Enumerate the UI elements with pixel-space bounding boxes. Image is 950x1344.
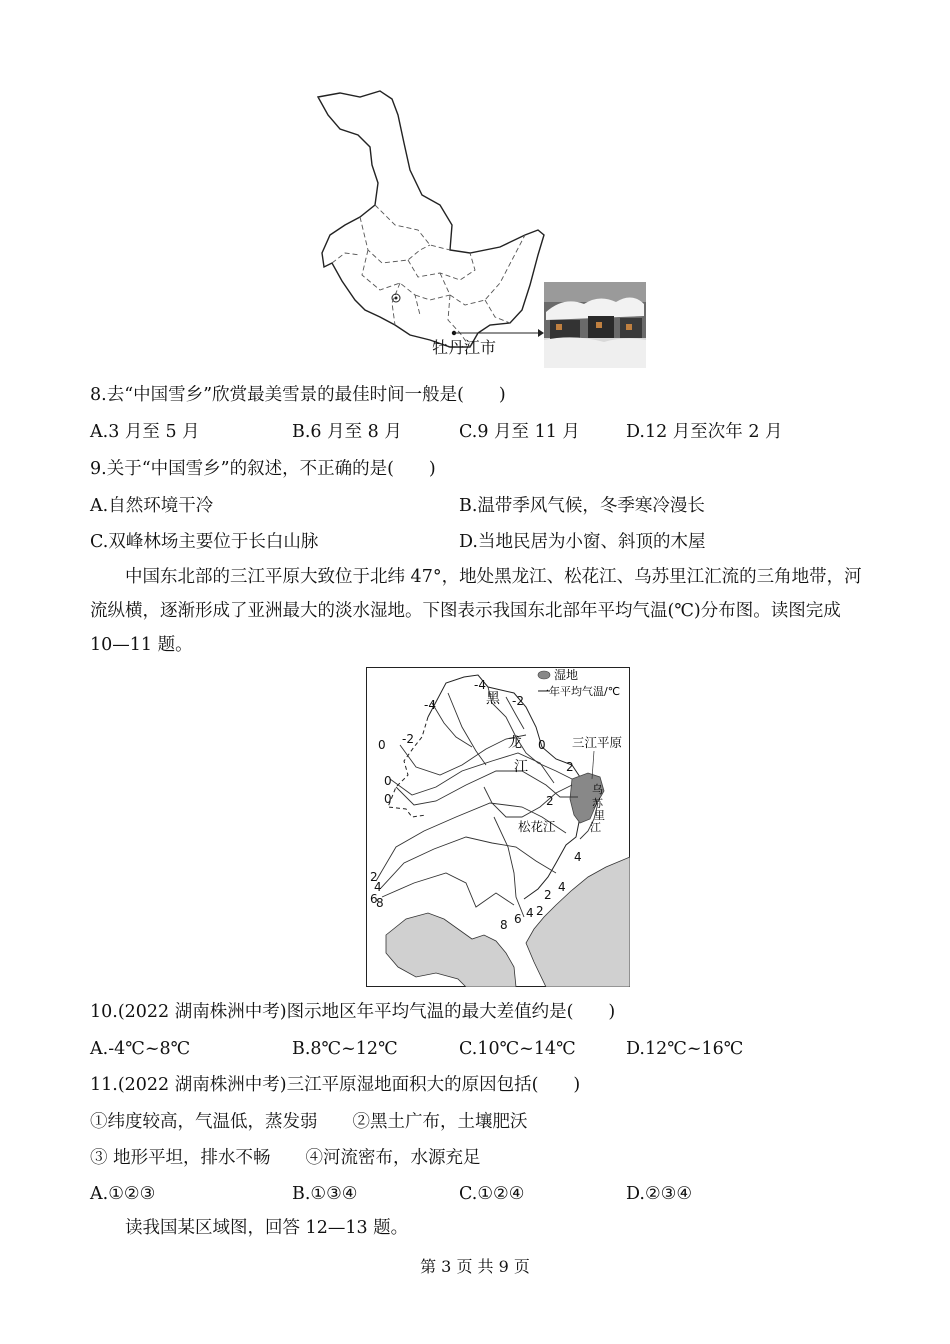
iso-label: 4: [574, 850, 582, 864]
label-long: 龙: [508, 735, 522, 751]
q10-option-d[interactable]: D.12℃~16℃: [626, 1039, 744, 1059]
mudanjiang-label: 牡丹江市: [432, 338, 497, 357]
iso-label: 2: [536, 904, 544, 918]
iso-label: 4: [526, 906, 534, 920]
q11-option-d[interactable]: D.②③④: [626, 1184, 693, 1204]
iso-label: 6: [514, 912, 522, 926]
iso-label: 2: [544, 888, 552, 902]
label-li: 里: [594, 809, 605, 822]
q10-stem: 10.(2022 湖南株洲中考)图示地区年平均气温的最大差值约是( ): [90, 1002, 616, 1022]
q9-option-d[interactable]: D.当地民居为小窗、斜顶的木屋: [459, 532, 706, 552]
q11-stem: 11.(2022 湖南株洲中考)三江平原湿地面积大的原因包括( ): [90, 1075, 581, 1095]
label-wu: 乌: [592, 783, 603, 796]
legend-isotherm: 一年平均气温/℃: [538, 685, 621, 698]
iso-label: 4: [374, 880, 382, 894]
iso-label: -2: [402, 732, 414, 746]
iso-label: 0: [538, 738, 546, 752]
q11-option-a[interactable]: A.①②③: [90, 1184, 156, 1204]
iso-label: -4: [424, 698, 436, 712]
q8-option-d[interactable]: D.12 月至次年 2 月: [626, 422, 783, 442]
q9-option-c[interactable]: C.双峰林场主要位于长白山脉: [90, 532, 319, 552]
q10-option-a[interactable]: A.-4℃~8℃: [90, 1039, 191, 1059]
q10-option-c[interactable]: C.10℃~14℃: [459, 1039, 576, 1059]
iso-label: 4: [558, 880, 566, 894]
capital-marker: [392, 294, 400, 302]
label-jiang: 江: [514, 759, 528, 775]
iso-label: 6: [370, 892, 378, 906]
q8-option-a[interactable]: A.3 月至 5 月: [90, 422, 200, 442]
province-outline: [318, 91, 544, 347]
pointer-arrowhead: [538, 329, 544, 337]
q11-option-c[interactable]: C.①②④: [459, 1184, 525, 1204]
q8-option-c[interactable]: C.9 月至 11 月: [459, 422, 580, 442]
iso-label: 2: [546, 794, 554, 808]
iso-label: 0: [378, 738, 386, 752]
label-jiang2: 江: [590, 821, 601, 834]
iso-label: -2: [512, 694, 524, 708]
label-songhuajiang: 松花江: [518, 819, 556, 834]
q9-stem: 9.关于“中国雪乡”的叙述，不正确的是( ): [90, 459, 436, 479]
iso-label: 2: [370, 870, 378, 884]
iso-label: 8: [500, 918, 508, 932]
page-footer: 第 3 页 共 9 页: [420, 1257, 530, 1276]
iso-label: 2: [566, 760, 574, 774]
heilongjiang-map: [300, 85, 660, 375]
iso-label: 0: [384, 792, 392, 806]
q11-option-b[interactable]: B.①③④: [292, 1184, 358, 1204]
snow-village-photo: [544, 282, 646, 368]
iso-label: 8: [376, 896, 384, 910]
q9-option-b[interactable]: B.温带季风气候，冬季寒冷漫长: [459, 496, 705, 516]
legend-wetland: 湿地: [554, 668, 579, 682]
label-sanjiang: 三江平原: [572, 735, 623, 750]
q10-option-b[interactable]: B.8℃~12℃: [292, 1039, 398, 1059]
q9-option-a[interactable]: A.自然环境干冷: [90, 496, 214, 516]
q11-items-line2: ③ 地形平坦，排水不畅 ④河流密布，水源充足: [90, 1148, 481, 1168]
passage-sanjiang: 中国东北部的三江平原大致位于北纬 47°，地处黑龙江、松花江、乌苏里江汇流的三角地带，河流纵横，逐渐形成了亚洲最大的淡水湿地。下图表示我国东北部年平均气温(℃)分布图。读图完成 10—11 题。: [90, 567, 862, 655]
passage-region: 读我国某区域图，回答 12—13 题。: [125, 1218, 409, 1238]
q8-stem: 8.去“中国雪乡”欣赏最美雪景的最佳时间一般是( ): [90, 385, 506, 405]
q11-items-line1: ①纬度较高，气温低，蒸发弱 ②黑土广布，土壤肥沃: [90, 1112, 528, 1132]
label-hei: 黑: [486, 691, 500, 707]
iso-label: -4: [474, 678, 486, 692]
q8-option-b[interactable]: B.6 月至 8 月: [292, 422, 402, 442]
label-su: 苏: [592, 797, 603, 810]
isotherm-map: [366, 667, 630, 987]
iso-label: 0: [384, 774, 392, 788]
